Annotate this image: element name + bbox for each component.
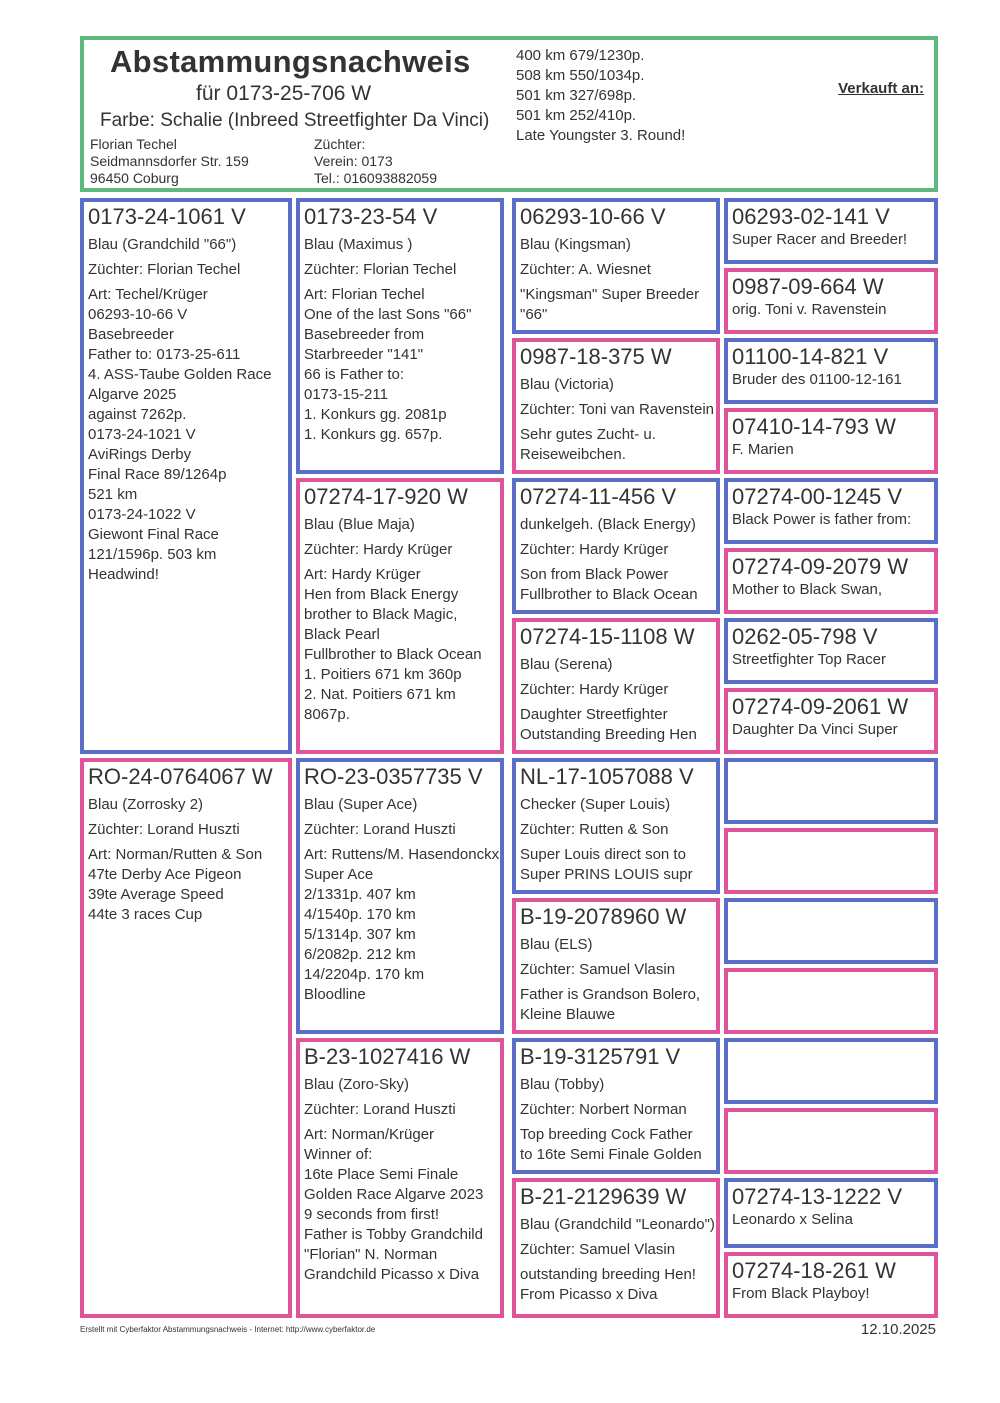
pedigree-line: Super Ace — [304, 866, 374, 883]
pedigree-line: 0173-24-1022 V — [88, 506, 196, 523]
pedigree-box-26 — [724, 1038, 938, 1104]
pedigree-line: Golden Race Algarve 2023 — [304, 1186, 484, 1203]
pedigree-line: Kleine Blauwe — [520, 1006, 616, 1023]
pedigree-line: Son from Black Power — [520, 566, 669, 583]
pedigree-line: Züchter: Hardy Krüger — [520, 541, 669, 558]
pedigree-box-27 — [724, 1108, 938, 1174]
pedigree-line: From Picasso x Diva — [520, 1286, 658, 1303]
ring-number: 07274-11-456 V — [520, 484, 677, 509]
pedigree-header — [80, 36, 938, 192]
pedigree-line: 521 km — [88, 486, 138, 503]
pedigree-line: Fullbrother to Black Ocean — [304, 646, 482, 663]
pedigree-line: Blau (Zoro-Sky) — [304, 1076, 410, 1093]
pedigree-line: orig. Toni v. Ravenstein — [732, 301, 887, 318]
pedigree-line: 8067p. — [304, 706, 350, 723]
footer-credit: Erstellt mit Cyberfaktor Abstammungsnachweis - Internet: http://www.cyberfaktor.de — [80, 1325, 376, 1334]
ring-number: 0173-23-54 V — [304, 204, 438, 229]
pedigree-line: against 7262p. — [88, 406, 187, 423]
pedigree-line: 66 is Father to: — [304, 366, 405, 383]
pedigree-line: 5/1314p. 307 km — [304, 926, 416, 943]
pedigree-box-18 — [512, 758, 720, 894]
pedigree-line: 1. Poitiers 671 km 360p — [304, 666, 462, 683]
pedigree-box-7 — [724, 338, 938, 404]
pedigree-line: Starbreeder "141" — [304, 346, 424, 363]
pedigree-box-15 — [724, 688, 938, 754]
pedigree-line: Art: Norman/Krüger — [304, 1126, 435, 1143]
color-description: Farbe: Schalie (Inbreed Streetfighter Da Vinci) — [100, 110, 490, 131]
pedigree-line: Blau (Maximus ) — [304, 236, 413, 253]
pedigree-line: 44te 3 races Cup — [88, 906, 203, 923]
pedigree-line: Mother to Black Swan, — [732, 581, 883, 598]
pedigree-line: Blau (Grandchild "66") — [88, 236, 237, 253]
pedigree-line: to 16te Semi Finale Golden — [520, 1146, 702, 1163]
pedigree-line: 0173-24-1021 V — [88, 426, 196, 443]
ring-number: RO-24-0764067 W — [88, 764, 273, 789]
ring-number: B-23-1027416 W — [304, 1044, 471, 1069]
pedigree-box-25 — [512, 1038, 720, 1174]
ring-number: B-19-2078960 W — [520, 904, 687, 929]
pedigree-line: Blau (Kingsman) — [520, 236, 631, 253]
pedigree-line: "66" — [520, 306, 548, 323]
pedigree-box-5 — [724, 268, 938, 334]
pedigree-line: Basebreeder — [88, 326, 174, 343]
pedigree-line: Art: Florian Techel — [304, 286, 425, 303]
pedigree-line: 39te Average Speed — [88, 886, 224, 903]
pedigree-line: Züchter: Toni van Ravenstein — [520, 401, 714, 418]
pedigree-line: 9 seconds from first! — [304, 1206, 440, 1223]
pedigree-line: 14/2204p. 170 km — [304, 966, 425, 983]
ring-number: 0262-05-798 V — [732, 624, 878, 649]
ring-number: NL-17-1057088 V — [520, 764, 694, 789]
pedigree-box-3 — [512, 198, 720, 334]
pedigree-line: 0173-15-211 — [304, 386, 388, 403]
pedigree-line: Züchter: Hardy Krüger — [520, 681, 669, 698]
pedigree-line: outstanding breeding Hen! — [520, 1266, 696, 1283]
pedigree-line: Top breeding Cock Father — [520, 1126, 693, 1143]
pedigree-box-24 — [296, 1038, 504, 1318]
pedigree-box-10 — [512, 478, 720, 614]
race-results: 400 km 679/1230p. 508 km 550/1034p. 501 km 327/698p. 501 km 252/410p. Late Youngster 3. Round! — [516, 47, 686, 144]
pedigree-line: Basebreeder from — [304, 326, 425, 343]
pedigree-box-4 — [724, 198, 938, 264]
pedigree-line: Sehr gutes Zucht- u. — [520, 426, 656, 443]
pedigree-line: Blau (Victoria) — [520, 376, 614, 393]
pedigree-line: Züchter: Samuel Vlasin — [520, 1241, 676, 1258]
pedigree-box-21 — [512, 898, 720, 1034]
pedigree-line: dunkelgeh. (Black Energy) — [520, 516, 696, 533]
pedigree-line: Headwind! — [88, 566, 159, 583]
pedigree-line: Super Racer and Breeder! — [732, 231, 908, 248]
breeder-info: Züchter: Verein: 0173 Tel.: 016093882059 — [314, 136, 437, 186]
pedigree-line: Outstanding Breeding Hen — [520, 726, 697, 743]
ring-number: 07274-13-1222 V — [732, 1184, 903, 1209]
pedigree-line: Züchter: Florian Techel — [88, 261, 241, 278]
pedigree-box-30 — [724, 1252, 938, 1318]
pedigree-box-23 — [724, 968, 938, 1034]
pedigree-line: "Florian" N. Norman — [304, 1246, 438, 1263]
footer-date: 12.10.2025 — [860, 1321, 936, 1338]
ring-number: 07274-18-261 W — [732, 1258, 896, 1283]
pedigree-line: 47te Derby Ace Pigeon — [88, 866, 242, 883]
pedigree-line: Black Pearl — [304, 626, 380, 643]
pedigree-line: Leonardo x Selina — [732, 1211, 853, 1228]
pedigree-line: Super PRINS LOUIS supr — [520, 866, 693, 883]
sold-to-label: Verkauft an: — [838, 80, 924, 97]
ring-number: B-19-3125791 V — [520, 1044, 681, 1069]
pedigree-box-17 — [296, 758, 504, 1034]
pedigree-line: Algarve 2025 — [88, 386, 177, 403]
pedigree-line: Daughter Da Vinci Super — [732, 721, 898, 738]
pedigree-line: Giewont Final Race — [88, 526, 219, 543]
pedigree-line: Blau (Tobby) — [520, 1076, 605, 1093]
pedigree-line: Bruder des 01100-12-161 — [732, 371, 902, 388]
pedigree-line: 1. Konkurs gg. 2081p — [304, 406, 447, 423]
pedigree-box-12 — [724, 548, 938, 614]
pedigree-box-2 — [296, 198, 504, 474]
pedigree-line: Father is Grandson Bolero, — [520, 986, 701, 1003]
pedigree-line: Blau (Blue Maja) — [304, 516, 415, 533]
pedigree-line: 1. Konkurs gg. 657p. — [304, 426, 443, 443]
pedigree-box-1 — [80, 198, 292, 754]
pedigree-line: brother to Black Magic, — [304, 606, 458, 623]
ring-number: 07274-15-1108 W — [520, 624, 695, 649]
pedigree-box-28 — [512, 1178, 720, 1318]
pedigree-box-6 — [512, 338, 720, 474]
pedigree-line: 4/1540p. 170 km — [304, 906, 416, 923]
pedigree-line: Winner of: — [304, 1146, 373, 1163]
ring-number: 0173-24-1061 V — [88, 204, 246, 229]
ring-number: 0987-18-375 W — [520, 344, 672, 369]
pedigree-line: 2/1331p. 407 km — [304, 886, 416, 903]
pedigree-line: Blau (Super Ace) — [304, 796, 418, 813]
ring-number: RO-23-0357735 V — [304, 764, 483, 789]
pedigree-line: Reiseweibchen. — [520, 446, 626, 463]
pedigree-line: Züchter: Hardy Krüger — [304, 541, 453, 558]
pedigree-line: 121/1596p. 503 km — [88, 546, 217, 563]
pedigree-line: Züchter: Lorand Huszti — [304, 1101, 456, 1118]
pedigree-line: 6/2082p. 212 km — [304, 946, 416, 963]
pedigree-line: One of the last Sons "66" — [304, 306, 472, 323]
ring-number: 06293-02-141 V — [732, 204, 890, 229]
ring-number: 0987-09-664 W — [732, 274, 884, 299]
pedigree-line: Züchter: Florian Techel — [304, 261, 457, 278]
pedigree-line: Züchter: Lorand Huszti — [304, 821, 456, 838]
pedigree-line: Hen from Black Energy — [304, 586, 459, 603]
pedigree-line: Bloodline — [304, 986, 366, 1003]
ring-number: 01100-14-821 V — [732, 344, 889, 369]
ring-number: 06293-10-66 V — [520, 204, 666, 229]
pedigree-line: From Black Playboy! — [732, 1285, 870, 1302]
pedigree-box-22 — [724, 898, 938, 964]
pedigree-line: Art: Ruttens/M. Hasendonckx — [304, 846, 500, 863]
pedigree-line: Blau (Serena) — [520, 656, 613, 673]
ring-number: 07410-14-793 W — [732, 414, 896, 439]
pedigree-line: Fullbrother to Black Ocean — [520, 586, 698, 603]
pedigree-line: Züchter: Norbert Norman — [520, 1101, 687, 1118]
pedigree-box-14 — [724, 618, 938, 684]
pedigree-box-13 — [512, 618, 720, 754]
pedigree-box-19 — [724, 758, 938, 824]
pedigree-line: Father to: 0173-25-611 — [88, 346, 241, 363]
ring-number: 07274-00-1245 V — [732, 484, 903, 509]
pedigree-line: Art: Norman/Rutten & Son — [88, 846, 263, 863]
pedigree-line: Züchter: A. Wiesnet — [520, 261, 651, 278]
pedigree-line: Father is Tobby Grandchild — [304, 1226, 483, 1243]
pedigree-line: Streetfighter Top Racer — [732, 651, 886, 668]
ring-number: 07274-09-2061 W — [732, 694, 909, 719]
pedigree-line: F. Marien — [732, 441, 794, 458]
pedigree-box-16 — [80, 758, 292, 1318]
pedigree-line: Art: Techel/Krüger — [88, 286, 208, 303]
pedigree-line: Züchter: Rutten & Son — [520, 821, 669, 838]
pedigree-line: Daughter Streetfighter — [520, 706, 668, 723]
pedigree-line: Züchter: Lorand Huszti — [88, 821, 240, 838]
owner-address: Florian Techel Seidmannsdorfer Str. 159 96450 Coburg — [90, 136, 249, 186]
pedigree-line: Art: Hardy Krüger — [304, 566, 421, 583]
pedigree-line: 16te Place Semi Finale — [304, 1166, 459, 1183]
pedigree-line: Checker (Super Louis) — [520, 796, 671, 813]
pigeon-ring-number: für 0173-25-706 W — [196, 82, 372, 105]
pedigree-box-29 — [724, 1178, 938, 1248]
pedigree-line: Blau (Grandchild "Leonardo") — [520, 1216, 715, 1233]
pedigree-line: 4. ASS-Taube Golden Race — [88, 366, 272, 383]
pedigree-box-11 — [724, 478, 938, 544]
pedigree-line: 2. Nat. Poitiers 671 km — [304, 686, 456, 703]
document-title: Abstammungsnachweis — [110, 44, 471, 79]
pedigree-line: 06293-10-66 V — [88, 306, 188, 323]
pedigree-line: AviRings Derby — [88, 446, 192, 463]
pedigree-line: Züchter: Samuel Vlasin — [520, 961, 676, 978]
pedigree-box-20 — [724, 828, 938, 894]
pedigree-box-8 — [724, 408, 938, 474]
pedigree-line: Super Louis direct son to — [520, 846, 686, 863]
pedigree-line: Final Race 89/1264p — [88, 466, 227, 483]
ring-number: 07274-17-920 W — [304, 484, 468, 509]
pedigree-line: "Kingsman" Super Breeder — [520, 286, 700, 303]
pedigree-box-9 — [296, 478, 504, 754]
ring-number: B-21-2129639 W — [520, 1184, 687, 1209]
ring-number: 07274-09-2079 W — [732, 554, 909, 579]
pedigree-line: Blau (Zorrosky 2) — [88, 796, 204, 813]
pedigree-line: Black Power is father from: — [732, 511, 912, 528]
pedigree-line: Blau (ELS) — [520, 936, 593, 953]
pedigree-line: Grandchild Picasso x Diva — [304, 1266, 480, 1283]
